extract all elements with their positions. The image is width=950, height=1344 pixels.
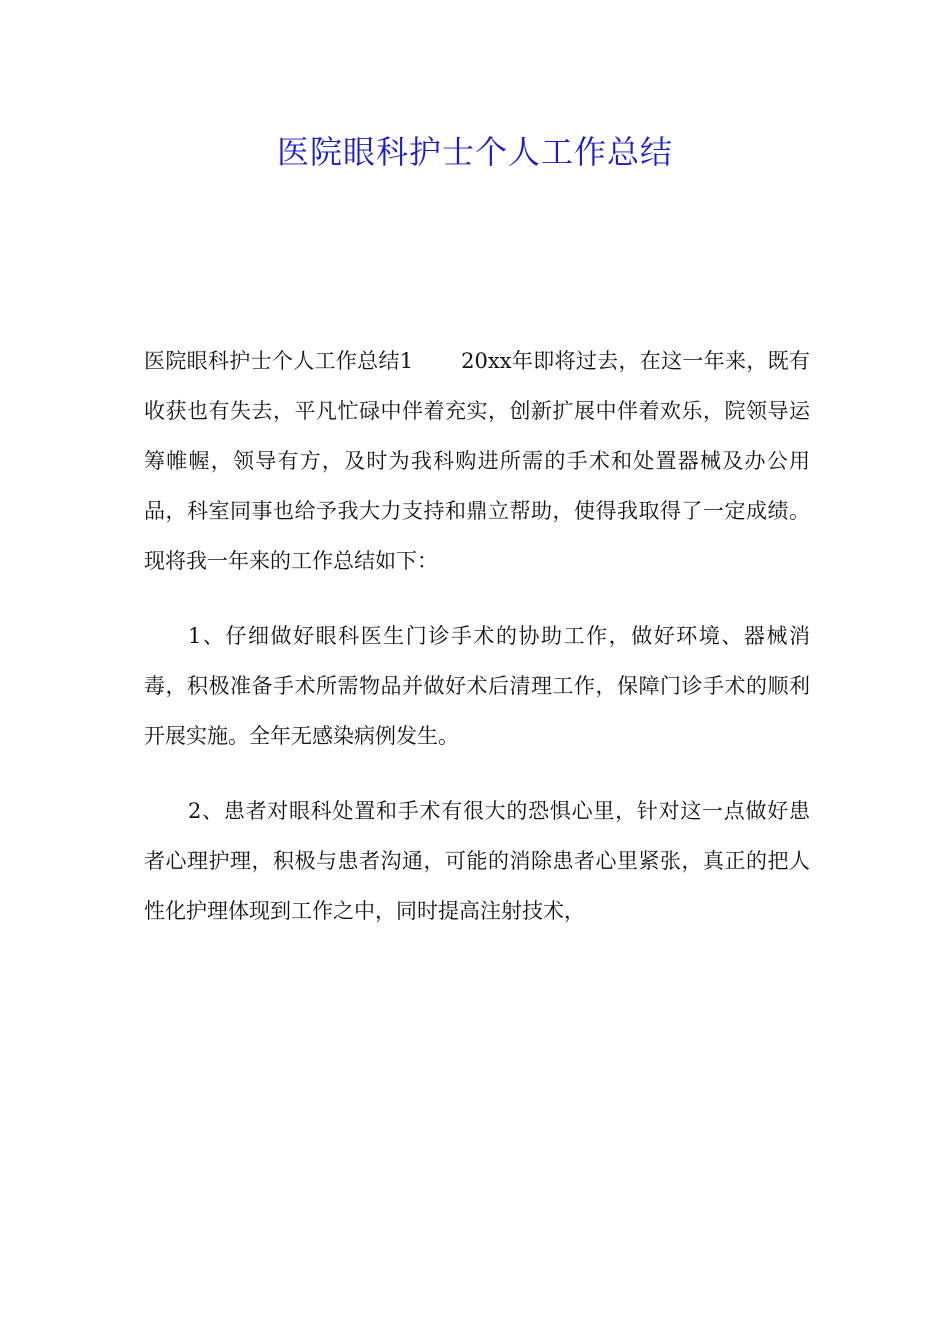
- intro-text: 20xx年即将过去，在这一年来，既有收获也有失去，平凡忙碌中伴着充实，创新扩展中伴着欢乐，院领导运筹帷幄，领导有方，及时为我科购进所需的手术和处置器械及办公用品，科室同事也给予我大力支持和鼎立帮助，使得我取得了一定成绩。现将我一年来的工作总结如下：: [144, 349, 810, 573]
- document-title: 医院眼科护士个人工作总结: [276, 133, 673, 171]
- document-body: [144, 336, 810, 961]
- paragraph-2: 2、患者对眼科处置和手术有很大的恐惧心里，针对这一点做好患者心理护理，积极与患者沟通，可能的消除患者心里紧张，真正的把人性化护理体现到工作之中，同时提高注射技术，: [144, 799, 810, 923]
- paragraph-1: 1、仔细做好眼科医生门诊手术的协助工作，做好环境、器械消毒，积极准备手术所需物品并做好术后清理工作，保障门诊手术的顺利开展实施。全年无感染病例发生。: [144, 624, 810, 748]
- intro-paragraph: [144, 336, 810, 586]
- intro-heading: 医院眼科护士个人工作总结1: [144, 349, 414, 373]
